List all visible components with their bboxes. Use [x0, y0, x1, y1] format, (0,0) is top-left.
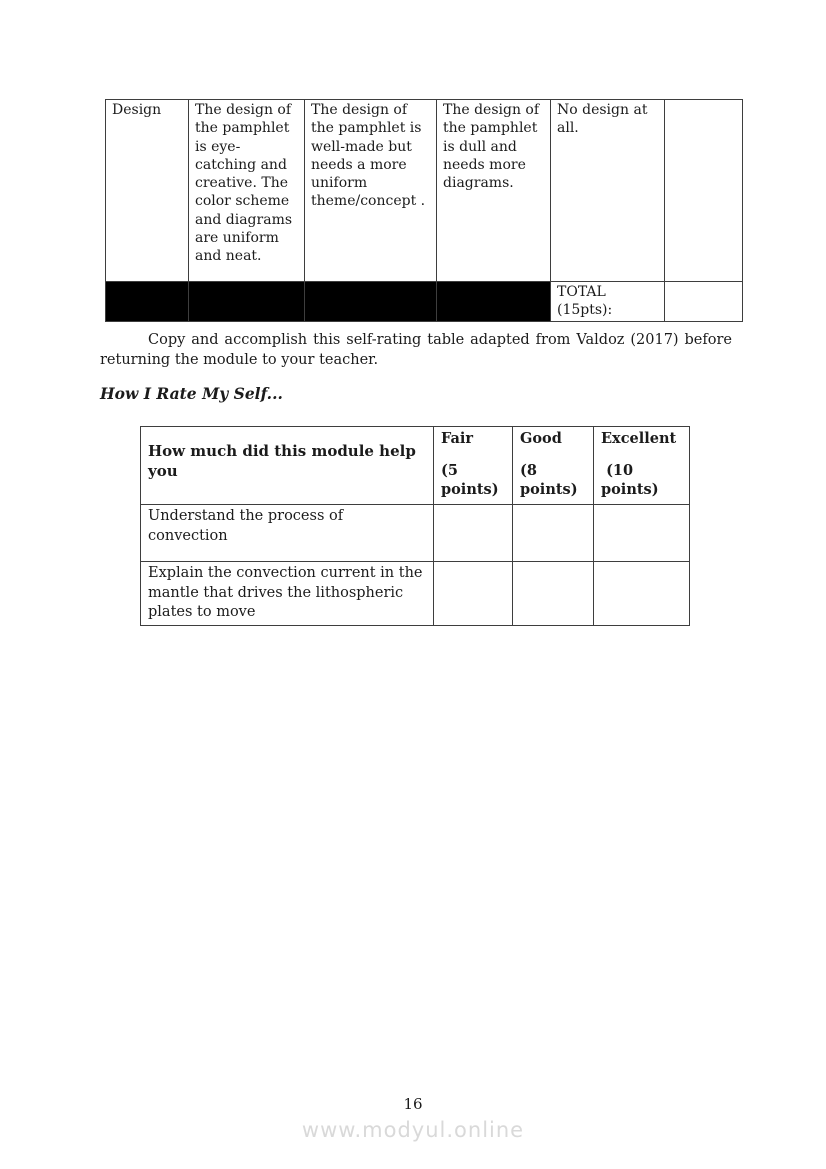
rubric-criterion-cell: Design — [106, 100, 189, 282]
good-label: Good — [520, 430, 562, 447]
self-rating-row-convection-process — [141, 505, 690, 562]
rubric-blackout-cell — [106, 282, 189, 322]
excellent-points-label: (10 points) — [601, 461, 659, 498]
self-rating-col-good-cell — [513, 427, 594, 505]
fair-answer-cell — [434, 505, 513, 562]
good-answer-cell — [513, 505, 594, 562]
self-rating-col-excellent-cell — [594, 427, 690, 505]
self-rating-header-row — [141, 427, 690, 505]
rubric-design-row — [106, 100, 743, 282]
fair-answer-cell — [434, 562, 513, 626]
page-number: 16 — [403, 1095, 423, 1113]
excellent-answer-cell — [594, 562, 690, 626]
self-rating-question-header-cell: How much did this module help you — [141, 427, 434, 505]
rubric-total-row — [106, 282, 743, 322]
rubric-level-2-cell: The design of the pamphlet is dull and needs more diagrams. — [437, 100, 551, 282]
section-heading: How I Rate My Self... — [100, 384, 283, 403]
self-rating-item-cell: Understand the process of convection — [141, 505, 434, 562]
rubric-table — [105, 99, 743, 322]
rubric-level-3-cell: The design of the pamphlet is well-made but needs a more uniform theme/concept . — [305, 100, 437, 282]
watermark: www.modyul.online — [301, 1118, 525, 1142]
self-rating-table — [140, 426, 690, 626]
rubric-level-1-cell: No design at all. — [551, 100, 665, 282]
excellent-answer-cell — [594, 505, 690, 562]
rubric-total-label-cell: TOTAL (15pts): — [551, 282, 665, 322]
rubric-blackout-cell — [189, 282, 305, 322]
self-rating-row-convection-current — [141, 562, 690, 626]
rubric-total-score-cell — [665, 282, 743, 322]
instruction-paragraph: Copy and accomplish this self-rating table adapted from Valdoz (2017) before returning the module to your teacher. — [100, 332, 732, 368]
fair-points-label: (5 points) — [441, 461, 499, 498]
rubric-level-4-cell: The design of the pamphlet is eye-catching and creative. The color scheme and diagrams are uniform and neat. — [189, 100, 305, 282]
rubric-blackout-cell — [305, 282, 437, 322]
excellent-label: Excellent — [601, 430, 677, 447]
good-points-label: (8 points) — [520, 461, 578, 498]
fair-label: Fair — [441, 430, 474, 447]
self-rating-item-cell: Explain the convection current in the mantle that drives the lithospheric plates to move — [141, 562, 434, 626]
good-answer-cell — [513, 562, 594, 626]
self-rating-col-fair-cell — [434, 427, 513, 505]
rubric-blackout-cell — [437, 282, 551, 322]
rubric-score-cell — [665, 100, 743, 282]
